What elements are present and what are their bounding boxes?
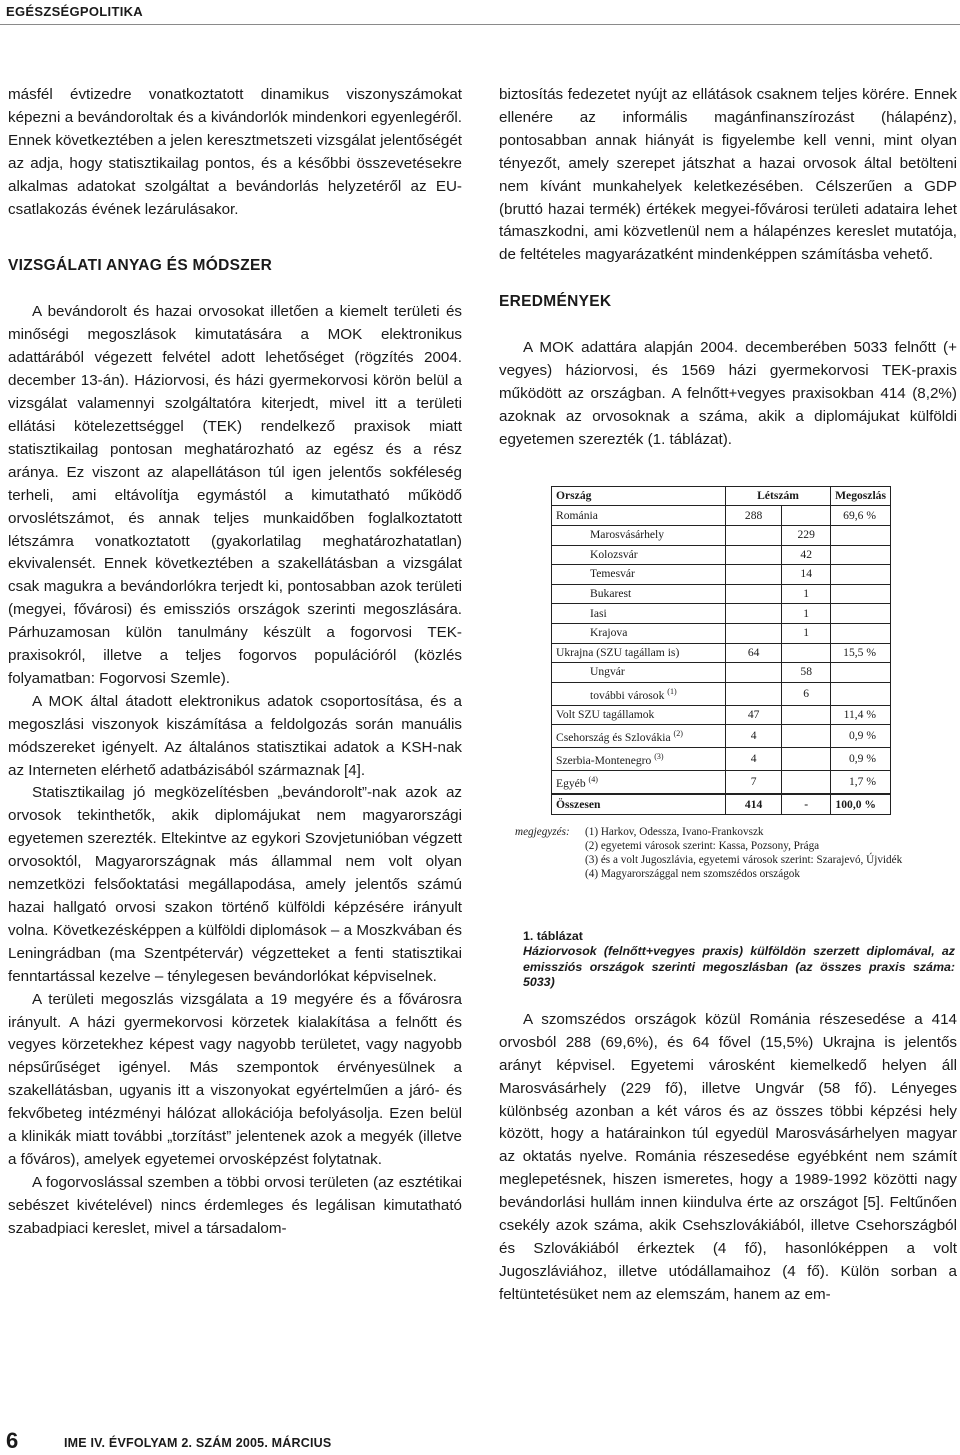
row-count: 1 <box>782 604 831 624</box>
row-count: 6 <box>782 682 831 705</box>
notes-label: megjegyzés: <box>515 825 570 838</box>
row-count: 7 <box>725 771 781 795</box>
empty-cell <box>831 604 891 624</box>
left-column <box>8 84 462 1241</box>
table-row <box>552 545 891 565</box>
row-label: Szerbia-Montenegro <box>556 754 652 768</box>
row-count: 58 <box>782 663 831 683</box>
methods-paragraph-4: A területi megoszlás vizsgálata a 19 megyére és a fővárosra irányult. A házi gyermekorvosi körzetek kialakítása a felnőtt és vegyes körzetekhez képest vagy nagyobb területet, vagy nagyobb népsűrűséget igényel. Más szempontok érvényesülnek a szakellátásban, ugyanis itt a viszonyokat egyértelműen a járó- és fekvőbeteg intézményi hálózat allokációja befolyásolja. Ezen belül a klinikák miatt további „torzítást” jelentenek azok a megyék (illetve a főváros), amelyek egyetemei orvosképzést folytatnak. <box>8 990 462 1168</box>
table-row <box>552 643 891 663</box>
table-row <box>552 565 891 585</box>
row-label: Volt SZU tagállamok <box>552 705 726 725</box>
methods-paragraph-5: A fogorvoslással szemben a többi orvosi területen (az esztétikai sebészet kivételével) nincs érdemleges és legálisan kimutatható szabadpiaci kereslet, mivel a társadalom- <box>8 1173 462 1237</box>
row-count: 4 <box>725 748 781 771</box>
data-table <box>551 486 891 815</box>
empty-cell <box>725 682 781 705</box>
row-count: 42 <box>782 545 831 565</box>
header-country: Ország <box>552 486 726 506</box>
methods-paragraph-2: A MOK által átadott elektronikus adatok csoportosítása, és a megoszlási viszonyok kiszámítása a feldolgozás során manuális módszereket igényelt. Az általános statisztikai adatok a KSH-nak az Interneten elérhető adatbázisából származnak [4]. <box>8 692 462 779</box>
empty-cell <box>782 771 831 795</box>
empty-cell <box>831 565 891 585</box>
empty-cell <box>782 506 831 526</box>
empty-cell <box>725 584 781 604</box>
row-label: Románia <box>552 506 726 526</box>
row-count: 47 <box>725 705 781 725</box>
empty-cell <box>782 705 831 725</box>
footnote-mark: (4) <box>588 775 598 785</box>
row-share: 0,9 % <box>831 725 891 748</box>
empty-cell <box>725 565 781 585</box>
journal-info: IME IV. ÉVFOLYAM 2. SZÁM 2005. MÁRCIUS <box>64 1436 332 1450</box>
footnote-mark: (2) <box>673 729 683 739</box>
table-total-row <box>552 794 891 814</box>
row-label-cell <box>552 682 726 705</box>
row-count: 1 <box>782 584 831 604</box>
table-row <box>552 663 891 683</box>
empty-cell <box>831 663 891 683</box>
row-label: Egyéb <box>556 777 586 791</box>
row-share: 0,9 % <box>831 748 891 771</box>
footnote-mark: (1) <box>667 686 677 696</box>
row-label: Temesvár <box>552 565 726 585</box>
table-caption <box>523 929 955 991</box>
left-intro-paragraph: másfél évtizedre vonatkoztatott dinamikus viszonyszámokat képezni a bevándoroltak és a kivándorlók mindenkori egyenlegéről. Ennek következtében a jelen keresztmetszeti vizsgálat jelentőségét az adja, hogy statisztikailag pontos, és a későbbi összevetésekre alkalmas adatokat szolgáltat a bevándorlás helyzetéről az EU-csatlakozás évének lezárulásakor. <box>8 86 462 218</box>
footnote-mark: (3) <box>654 752 664 762</box>
methods-heading: VIZSGÁLATI ANYAG ÉS MÓDSZER <box>8 257 273 275</box>
table-row <box>552 584 891 604</box>
page-number: 6 <box>6 1428 19 1453</box>
table-row <box>552 682 891 705</box>
empty-cell <box>831 525 891 545</box>
row-label: Krajova <box>552 623 726 643</box>
total-label: Összesen <box>552 794 726 814</box>
row-label-cell <box>552 771 726 795</box>
table-row <box>552 604 891 624</box>
header-share: Megoszlás <box>831 486 891 506</box>
note-item: (4) Magyarországgal nem szomszédos országok <box>585 867 800 880</box>
row-share: 11,4 % <box>831 705 891 725</box>
empty-cell <box>831 584 891 604</box>
row-count: 229 <box>782 525 831 545</box>
right-intro-paragraph: biztosítás fedezetet nyújt az ellátások csaknem teljes körére. Ennek ellenére az informális magánfinanszírozást (hálapénz), pontosabban annak hiányát is figyelembe kell venni, mint olyan tényezőt, amely szerepet játszhat a hazai orvosok által betölteni nem kívánt munkahelyek keletkezésében. Célszerűen a GDP (bruttó hazai termék) értékek megyei-fővárosi területi adataira lehet támaszkodni, ami közvetlenül nem a hálapénzes kereslet mutatója, de feltételes magyarázatként mindenképpen számításba vehető. <box>499 86 957 264</box>
caption-text: Háziorvosok (felnőtt+vegyes praxis) külföldön szerzett diplomával, az emissziós országok szerinti megoszlásban (az összes praxis száma: 5033) <box>523 944 955 990</box>
row-label: Marosvásárhely <box>552 525 726 545</box>
row-label: Ukrajna (SZU tagállam is) <box>552 643 726 663</box>
table-row <box>552 525 891 545</box>
empty-cell <box>725 545 781 565</box>
table-row <box>552 771 891 795</box>
right-column <box>499 84 957 1307</box>
row-label: Kolozsvár <box>552 545 726 565</box>
row-count: 14 <box>782 565 831 585</box>
empty-cell <box>725 604 781 624</box>
empty-cell <box>831 545 891 565</box>
table-row <box>552 725 891 748</box>
empty-cell <box>831 682 891 705</box>
total-share: 100,0 % <box>831 794 891 814</box>
notes-list <box>585 825 911 881</box>
total-count: 414 <box>725 794 781 814</box>
methods-paragraph-1: A bevándorolt és hazai orvosokat illetően a kiemelt területi és minőségi megoszlások kimutatására a MOK elektronikus adattárából végezett felvétel adott lehetőséget (rögzítés 2004. december 13-án). Háziorvosi, és házi gyermekorvosi körön belül a vizsgálat valamennyi szolgáltatóra kiterjedt, mivel itt a területi ellátási kötelezettséggel (TEK) rendelkező praxisok miatt statisztikailag pontosan meghatározható az egész és a rész aránya. Ez viszont az alapellátáson túl igen jelentős sokféleség terheli, ami eltávolítja egymástól a kimutatható működő orvoslétszámot, és annak teljes munkaidőben foglalkoztatott létszámra vonatkoztatott (gyakorlatilag meghatározhatatlan) ekvivalensét. Ennek következtében a szakellátásban a vizsgálat csak magukra a bevándorlókra terjedt ki, pontosabban azok területi (megyei, fővárosi) és emissziós országok szerinti megoszlására. Párhuzamosan külön tanulmány készült a fogorvosi TEK-praxisokról, illetve a teljes fogorvos populációról (közlés folyamatban: Fogorvosi Szemle). <box>8 303 462 687</box>
caption-number: 1. táblázat <box>523 928 583 943</box>
row-count: 4 <box>725 725 781 748</box>
row-count: 1 <box>782 623 831 643</box>
note-item: (2) egyetemi városok szerint: Kassa, Pozsony, Prága <box>585 839 820 852</box>
row-label: további városok <box>590 688 665 702</box>
empty-cell <box>782 748 831 771</box>
row-label-cell <box>552 748 726 771</box>
row-label: Ungvár <box>552 663 726 683</box>
table-row <box>552 506 891 526</box>
table-figure <box>515 486 911 881</box>
results-heading: EREDMÉNYEK <box>499 293 612 311</box>
empty-cell <box>725 663 781 683</box>
total-dash: - <box>782 794 831 814</box>
note-item: (3) és a volt Jugoszlávia, egyetemi városok szerint: Szarajevó, Újvidék <box>585 853 903 866</box>
row-label: Csehország és Szlovákia <box>556 731 671 745</box>
row-share: 1,7 % <box>831 771 891 795</box>
row-count: 288 <box>725 506 781 526</box>
empty-cell <box>782 725 831 748</box>
header-count: Létszám <box>725 486 830 506</box>
results-paragraph: A MOK adattára alapján 2004. decemberében 5033 felnőtt (+ vegyes) háziorvosi, és 1569 házi gyermekorvosi TEK-praxis működött az országban. A felnőtt+vegyes praxisokban 414 (8,2%) azoknak az orvosoknak a száma, akik a diplomájukat külföldi egyetemen szerezték (1. táblázat). <box>499 339 957 448</box>
row-share: 15,5 % <box>831 643 891 663</box>
table-row <box>552 705 891 725</box>
row-label-cell <box>552 725 726 748</box>
table-notes <box>515 825 911 881</box>
page-header <box>0 0 960 25</box>
row-label: Bukarest <box>552 584 726 604</box>
empty-cell <box>782 643 831 663</box>
table-row <box>552 623 891 643</box>
table-row <box>552 748 891 771</box>
row-share: 69,6 % <box>831 506 891 526</box>
table-header-row <box>552 486 891 506</box>
section-title: EGÉSZSÉGPOLITIKA <box>6 4 143 19</box>
row-count: 64 <box>725 643 781 663</box>
row-label: Iasi <box>552 604 726 624</box>
empty-cell <box>725 525 781 545</box>
empty-cell <box>831 623 891 643</box>
methods-paragraph-3: Statisztikailag jó megközelítésben „bevándorolt”-nak azok az orvosok tekinthetők, akik diplomájukat nem magyarországi egyetemen szerezték. Eltekintve az egykori Szovjetunióban végzett orvosoktól, Magyarországnak más állammal nem volt olyan nemzetközi felsőoktatási megállapodása, amely jelentős számú hazai hallgató orvosi szakon történő külföldi képzésére irányult volna. Következésképpen a külföldi diplomások – a Moszkvában és Leningrádban (ma Szentpétervár) végzetteket a fenti statisztikai fenntartással kezelve – ténylegesen bevándorlókat képviselnek. <box>8 784 462 985</box>
note-item: (1) Harkov, Odessza, Ivano-Frankovszk <box>585 825 764 838</box>
analysis-paragraph: A szomszédos országok közül Románia részesedése a 414 orvosból 288 (69,6%), és 64 fővel (15,5%) Ukrajna is jelentős arányt képvisel. Egyetemi városként kiemelkedő helyen áll Marosvásárhely (229 fő), illetve Ungvár (58 fő). Lényeges különbség azonban a két város és az összes többi képzési hely között, hogy a határainkon túl egyedül Marosvásárhelyen magyar az oktatás nyelve. Románia részesedése egyébként nem számít meglepetésnek, hiszen ismeretes, hogy a 1989-1992 közötti nagy bevándorlási hullám innen kiindulva érte az országot [5]. Feltűnően csekély azok száma, akik Csehszlovákiából, illetve Csehországból és Szlovákiából érkeztek (4 fő), hasonlóképpen a volt Jugoszláviához, illetve utódállamaihoz (4 fő). Külön sorban a feltüntetésüket nem az elemszám, hanem az em- <box>499 1010 957 1303</box>
empty-cell <box>725 623 781 643</box>
